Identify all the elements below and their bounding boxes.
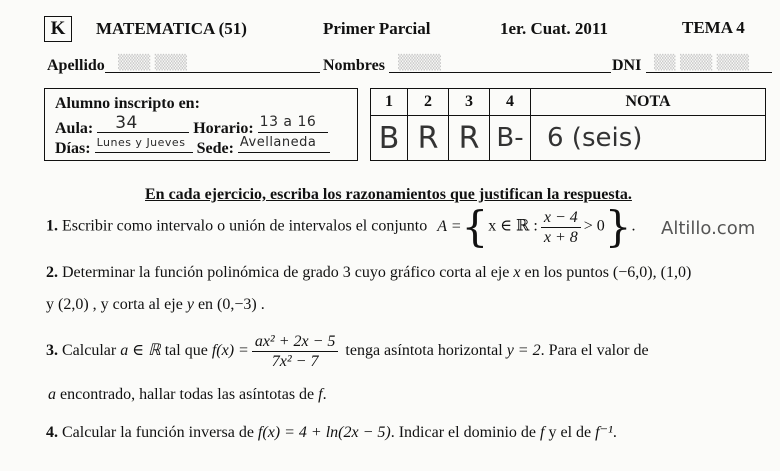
grade-nota-value: 6 (seis) xyxy=(531,116,766,161)
question-3-line2-end: . xyxy=(322,386,327,403)
aula-label: Aula: xyxy=(55,120,94,137)
grade-table xyxy=(370,88,766,161)
question-1-fraction xyxy=(541,208,581,247)
question-4-fx: f(x) = 4 + ln(2x − 5) xyxy=(257,424,391,441)
grade-mark-3: R xyxy=(449,116,490,161)
question-3-text-a: Calcular xyxy=(62,342,117,360)
grade-marks-row xyxy=(371,116,766,161)
question-3-a-in: a ∈ ℝ xyxy=(120,342,161,360)
dias-row xyxy=(55,136,330,158)
nombres-field xyxy=(389,72,611,73)
grade-header-nota: NOTA xyxy=(531,89,766,116)
dni-field xyxy=(646,72,772,73)
question-3-line-1 xyxy=(46,332,649,371)
question-3-text-c: tenga asíntota horizontal xyxy=(345,342,503,360)
question-2-number: 2. xyxy=(46,264,58,281)
question-4-text-c: y el de xyxy=(548,424,592,441)
question-2-text-1b: en los puntos (−6,0), (1,0) xyxy=(524,264,692,281)
question-3-line-2 xyxy=(48,386,327,404)
grade-mark-2: R xyxy=(408,116,449,161)
question-3-den: 7x² − 7 xyxy=(271,353,319,370)
question-3-text-d: . Para el valor de xyxy=(540,342,649,360)
question-3-asym: y = 2 xyxy=(506,342,541,360)
dias-value: Lunes y Jueves xyxy=(96,136,186,149)
question-1-end: . xyxy=(631,217,636,235)
student-box-title: Alumno inscripto en: xyxy=(55,95,200,112)
nombres-label: Nombres xyxy=(323,57,385,74)
question-1-set-prefix: A = xyxy=(437,217,462,235)
grade-header-4: 4 xyxy=(490,89,531,116)
student-info-box xyxy=(44,88,358,161)
question-3-fx: f(x) = xyxy=(211,342,249,360)
question-2-axis-x: x xyxy=(513,264,521,281)
apellido-field xyxy=(105,72,320,73)
grade-header-3: 3 xyxy=(449,89,490,116)
question-3-number: 3. xyxy=(46,342,58,360)
question-4-finv: f⁻¹ xyxy=(595,424,613,441)
instructions: En cada ejercicio, escriba los razonamientos que justifican la respuesta. xyxy=(145,186,632,203)
watermark: Altillo.com xyxy=(661,218,756,239)
question-3-a: a xyxy=(48,386,56,403)
question-3-num: ax² + 2x − 5 xyxy=(252,332,339,352)
apellido-label: Apellido xyxy=(47,57,105,74)
tema-letter-box xyxy=(44,16,72,42)
question-1-rel: > 0 xyxy=(583,217,605,235)
tema-label: TEMA 4 xyxy=(682,18,745,37)
apellido-redacted: ▒▒▒ ▒▒▒ xyxy=(118,55,188,71)
question-3-fraction xyxy=(252,332,339,371)
sede-value: Avellaneda xyxy=(239,135,317,150)
question-4-f: f xyxy=(540,424,545,441)
question-4 xyxy=(46,422,617,442)
horario-value: 13 a 16 xyxy=(259,114,317,130)
question-1-num: x − 4 xyxy=(541,208,581,228)
question-2-axis-y: y xyxy=(186,296,194,313)
question-2-text-2b: en (0,−3) . xyxy=(197,296,265,313)
question-3-text-b: tal que xyxy=(164,342,208,360)
grade-header-row xyxy=(371,89,766,116)
question-1-den: x + 8 xyxy=(543,228,578,246)
question-3-f: f xyxy=(318,386,323,403)
question-2-line-1 xyxy=(46,264,691,282)
question-4-text-a: Calcular la función inversa de xyxy=(62,424,254,441)
question-1-set-cond: x ∈ ℝ : xyxy=(488,217,538,235)
question-4-number: 4. xyxy=(46,424,58,441)
grade-mark-1: B xyxy=(371,116,408,161)
question-4-end: . xyxy=(612,424,617,441)
grade-header-1: 1 xyxy=(371,89,408,116)
exam-title: Primer Parcial xyxy=(323,19,431,38)
sede-field xyxy=(238,136,330,153)
question-2-line-2 xyxy=(46,296,265,314)
question-1-number: 1. xyxy=(46,217,58,235)
grade-mark-4: B- xyxy=(490,116,531,161)
dias-field xyxy=(95,136,193,153)
aula-value: 34 xyxy=(115,113,138,133)
grade-header-2: 2 xyxy=(408,89,449,116)
horario-field xyxy=(258,116,328,133)
term-label: 1er. Cuat. 2011 xyxy=(500,19,608,38)
question-3-line2-text: encontrado, hallar todas las asíntotas de xyxy=(60,386,315,403)
tema-letter: K xyxy=(50,18,66,39)
question-1-text: Escribir como intervalo o unión de intervalos el conjunto xyxy=(62,217,428,235)
dias-label: Días: xyxy=(55,140,91,157)
dni-label: DNI xyxy=(612,57,642,74)
question-4-text-b: . Indicar el dominio de xyxy=(390,424,537,441)
question-2-text-2a: y (2,0) , y corta al eje xyxy=(46,296,183,313)
horario-label: Horario: xyxy=(193,120,254,137)
question-2-text-1: Determinar la función polinómica de grado 3 cuyo gráfico corta al eje xyxy=(62,264,510,281)
question-1: 1. Escribir como intervalo o unión de intervalos el conjunto A ={x ∈ ℝ : $\frac{x - 4}{x + 8}$ > 0}. xyxy=(46,202,636,251)
dni-redacted: ▒▒ ▒▒▒ ▒▒▒ xyxy=(654,55,750,71)
nombres-redacted: ▒▒▒▒ xyxy=(398,55,442,71)
sede-label: Sede: xyxy=(196,140,234,157)
aula-field xyxy=(97,113,189,133)
subject-title: MATEMATICA (51) xyxy=(96,19,247,38)
